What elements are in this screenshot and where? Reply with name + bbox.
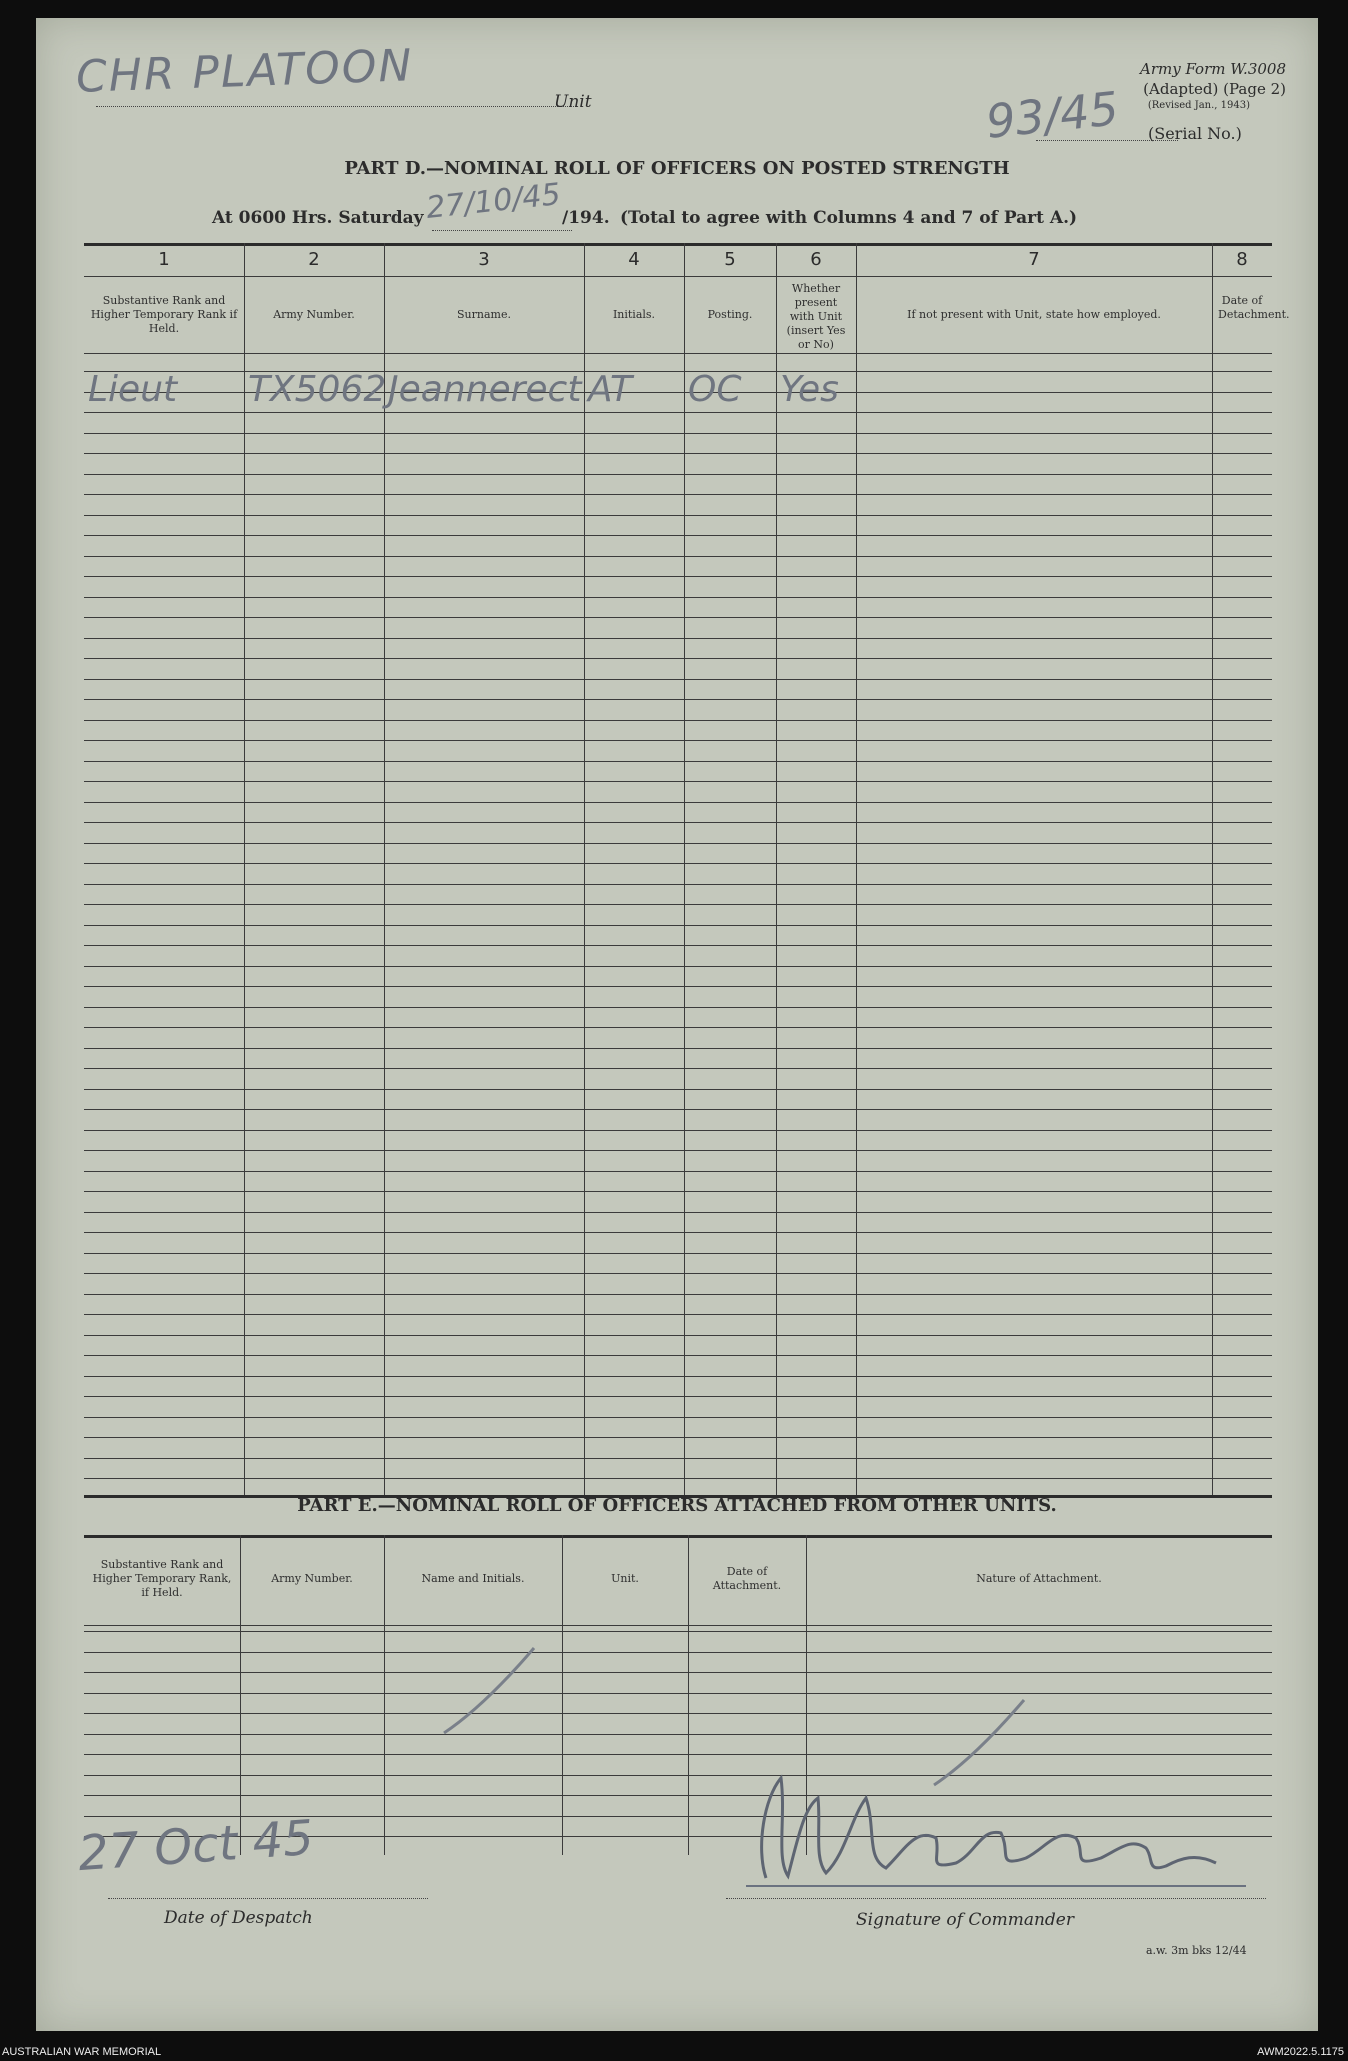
column-5-label: Posting.	[707, 307, 753, 321]
table-row-rule	[84, 535, 1272, 536]
table-top-rule	[84, 243, 1272, 246]
column-1-number: 1	[158, 249, 170, 270]
column-6-number: 6	[810, 249, 822, 270]
entry-army-number: TX5062	[248, 369, 387, 410]
form-sheet	[36, 18, 1318, 2031]
part-e-title: PART E.—NOMINAL ROLL OF OFFICERS ATTACHED FROM OTHER UNITS.	[297, 1495, 1057, 1516]
table-row-rule	[84, 1314, 1272, 1315]
date-line	[432, 230, 572, 231]
table-row-rule	[84, 1396, 1272, 1397]
table-row-rule	[84, 1048, 1272, 1049]
header-number-rule	[84, 276, 1272, 277]
table-row-rule	[84, 802, 1272, 803]
table-row-rule	[84, 761, 1272, 762]
column-1-label: Substantive Rank and Higher Temporary Rank if Held.	[90, 293, 238, 335]
header-rule	[84, 1625, 1272, 1626]
table-row-rule	[84, 863, 1272, 864]
column-divider	[244, 243, 245, 1495]
column-7-number: 7	[1028, 249, 1040, 270]
table-row-rule	[84, 925, 1272, 926]
part-d-title: PART D.—NOMINAL ROLL OF OFFICERS ON POSTED STRENGTH	[344, 158, 1010, 179]
table-row-rule	[84, 658, 1272, 659]
table-row-rule	[84, 1130, 1272, 1131]
table-row-rule	[84, 740, 1272, 741]
table-row-rule	[84, 1713, 1272, 1714]
part-e-column-label: Name and Initials.	[421, 1572, 525, 1585]
print-code: a.w. 3m bks 12/44	[1146, 1944, 1247, 1957]
archive-id: AWM2022.5.1175	[1257, 2046, 1344, 2058]
header-bottom-rule	[84, 353, 1272, 354]
table-row-rule	[84, 679, 1272, 680]
table-row-rule	[84, 638, 1272, 639]
table-row-rule	[84, 986, 1272, 987]
table-row-rule	[84, 904, 1272, 905]
part-e-column-label: Substantive Rank and Higher Temporary Rank, if Held.	[92, 1558, 232, 1599]
part-e-column-label: Date of Attachment.	[712, 1565, 782, 1592]
table-row-rule	[84, 1253, 1272, 1254]
table-row-rule	[84, 1273, 1272, 1274]
despatch-label: Date of Despatch	[164, 1908, 313, 1928]
part-e-column-label: Army Number.	[271, 1572, 353, 1585]
column-4-label: Initials.	[612, 307, 656, 321]
table-row-rule	[84, 720, 1272, 721]
column-divider	[584, 243, 585, 1495]
entry-surname: Jeannerect	[388, 369, 582, 410]
column-divider	[562, 1535, 563, 1855]
part-e-column-label: Nature of Attachment.	[976, 1572, 1102, 1585]
table-row-rule	[84, 822, 1272, 823]
form-adapted: (Adapted) (Page 2)	[1143, 80, 1286, 98]
table-row-rule	[84, 781, 1272, 782]
form-number: Army Form W.3008	[1140, 60, 1286, 78]
column-divider	[384, 1535, 385, 1855]
table-row-rule	[84, 1437, 1272, 1438]
table-row-rule	[84, 1191, 1272, 1192]
column-8-number: 8	[1236, 249, 1248, 270]
table-row-rule	[84, 1417, 1272, 1418]
column-5-number: 5	[724, 249, 736, 270]
form-revised: (Revised Jan., 1943)	[1147, 100, 1250, 111]
table-row-rule	[84, 699, 1272, 700]
column-divider	[1212, 243, 1213, 1495]
serial-handwritten: 93/45	[983, 81, 1122, 149]
unit-line	[96, 106, 576, 107]
table-row-rule	[84, 884, 1272, 885]
signature-label: Signature of Commander	[856, 1910, 1074, 1930]
table-row-rule	[84, 1027, 1272, 1028]
signature-line	[726, 1898, 1266, 1899]
table-row-rule	[84, 453, 1272, 454]
table-row-rule	[84, 617, 1272, 618]
column-7-label: If not present with Unit, state how employed.	[907, 307, 1161, 321]
table-row-rule	[84, 1171, 1272, 1172]
column-divider	[684, 243, 685, 1495]
table-top-rule	[84, 1535, 1272, 1538]
column-2-number: 2	[308, 249, 320, 270]
table-row-rule	[84, 433, 1272, 434]
table-row-rule	[84, 494, 1272, 495]
table-row-rule	[84, 1478, 1272, 1479]
table-row-rule	[84, 597, 1272, 598]
table-row-rule	[84, 1150, 1272, 1151]
table-row-rule	[84, 1693, 1272, 1694]
column-divider	[688, 1535, 689, 1855]
entry-rank: Lieut	[88, 369, 178, 410]
total-note: (Total to agree with Columns 4 and 7 of Part A.)	[620, 208, 1078, 228]
table-row-rule	[84, 515, 1272, 516]
table-row-rule	[84, 843, 1272, 844]
date-handwritten: 27/10/45	[424, 177, 563, 226]
date-year: /194.	[562, 208, 610, 228]
table-row-rule	[84, 1734, 1272, 1735]
table-row-rule	[84, 1212, 1272, 1213]
table-row-rule	[84, 1109, 1272, 1110]
column-6-label: Whether present with Unit (insert Yes or No)	[786, 282, 846, 351]
nil-return-stroke	[434, 1633, 554, 1753]
table-row-rule	[84, 1672, 1272, 1673]
despatch-handwritten: 27 Oct 45	[76, 1809, 316, 1883]
table-row-rule	[84, 576, 1272, 577]
table-row-rule	[84, 1232, 1272, 1233]
despatch-line	[108, 1898, 428, 1899]
unit-handwritten: CHR PLATOON	[75, 40, 415, 103]
table-row-rule	[84, 966, 1272, 967]
time-prefix: At 0600 Hrs. Saturday	[212, 208, 424, 228]
table-row-rule	[84, 1068, 1272, 1069]
unit-label: Unit	[554, 92, 592, 112]
column-3-number: 3	[478, 249, 490, 270]
entry-present: Yes	[780, 369, 839, 410]
column-divider	[384, 243, 385, 1495]
table-row-rule	[84, 1652, 1272, 1653]
table-row-rule	[84, 1631, 1272, 1632]
column-divider	[776, 243, 777, 1495]
table-row-rule	[84, 1754, 1272, 1755]
commander-signature	[726, 1758, 1266, 1898]
table-row-rule	[84, 1294, 1272, 1295]
part-d-table	[84, 243, 1290, 1495]
column-4-number: 4	[628, 249, 640, 270]
column-divider	[856, 243, 857, 1495]
entry-posting: OC	[688, 369, 742, 410]
serial-label: (Serial No.)	[1148, 124, 1242, 143]
column-2-label: Army Number.	[273, 307, 355, 321]
archive-credit: AUSTRALIAN WAR MEMORIAL	[2, 2046, 162, 2058]
table-row-rule	[84, 412, 1272, 413]
table-row-rule	[84, 1335, 1272, 1336]
table-row-rule	[84, 1355, 1272, 1356]
entry-initials: AT	[588, 369, 632, 410]
column-divider	[240, 1535, 241, 1855]
table-row-rule	[84, 1089, 1272, 1090]
column-3-label: Surname.	[457, 307, 511, 321]
table-row-rule	[84, 1458, 1272, 1459]
table-row-rule	[84, 1376, 1272, 1377]
table-row-rule	[84, 1007, 1272, 1008]
column-8-label: Date of Detachment.	[1218, 293, 1290, 321]
table-row-rule	[84, 945, 1272, 946]
table-row-rule	[84, 556, 1272, 557]
table-row-rule	[84, 474, 1272, 475]
part-e-column-label: Unit.	[611, 1572, 639, 1585]
